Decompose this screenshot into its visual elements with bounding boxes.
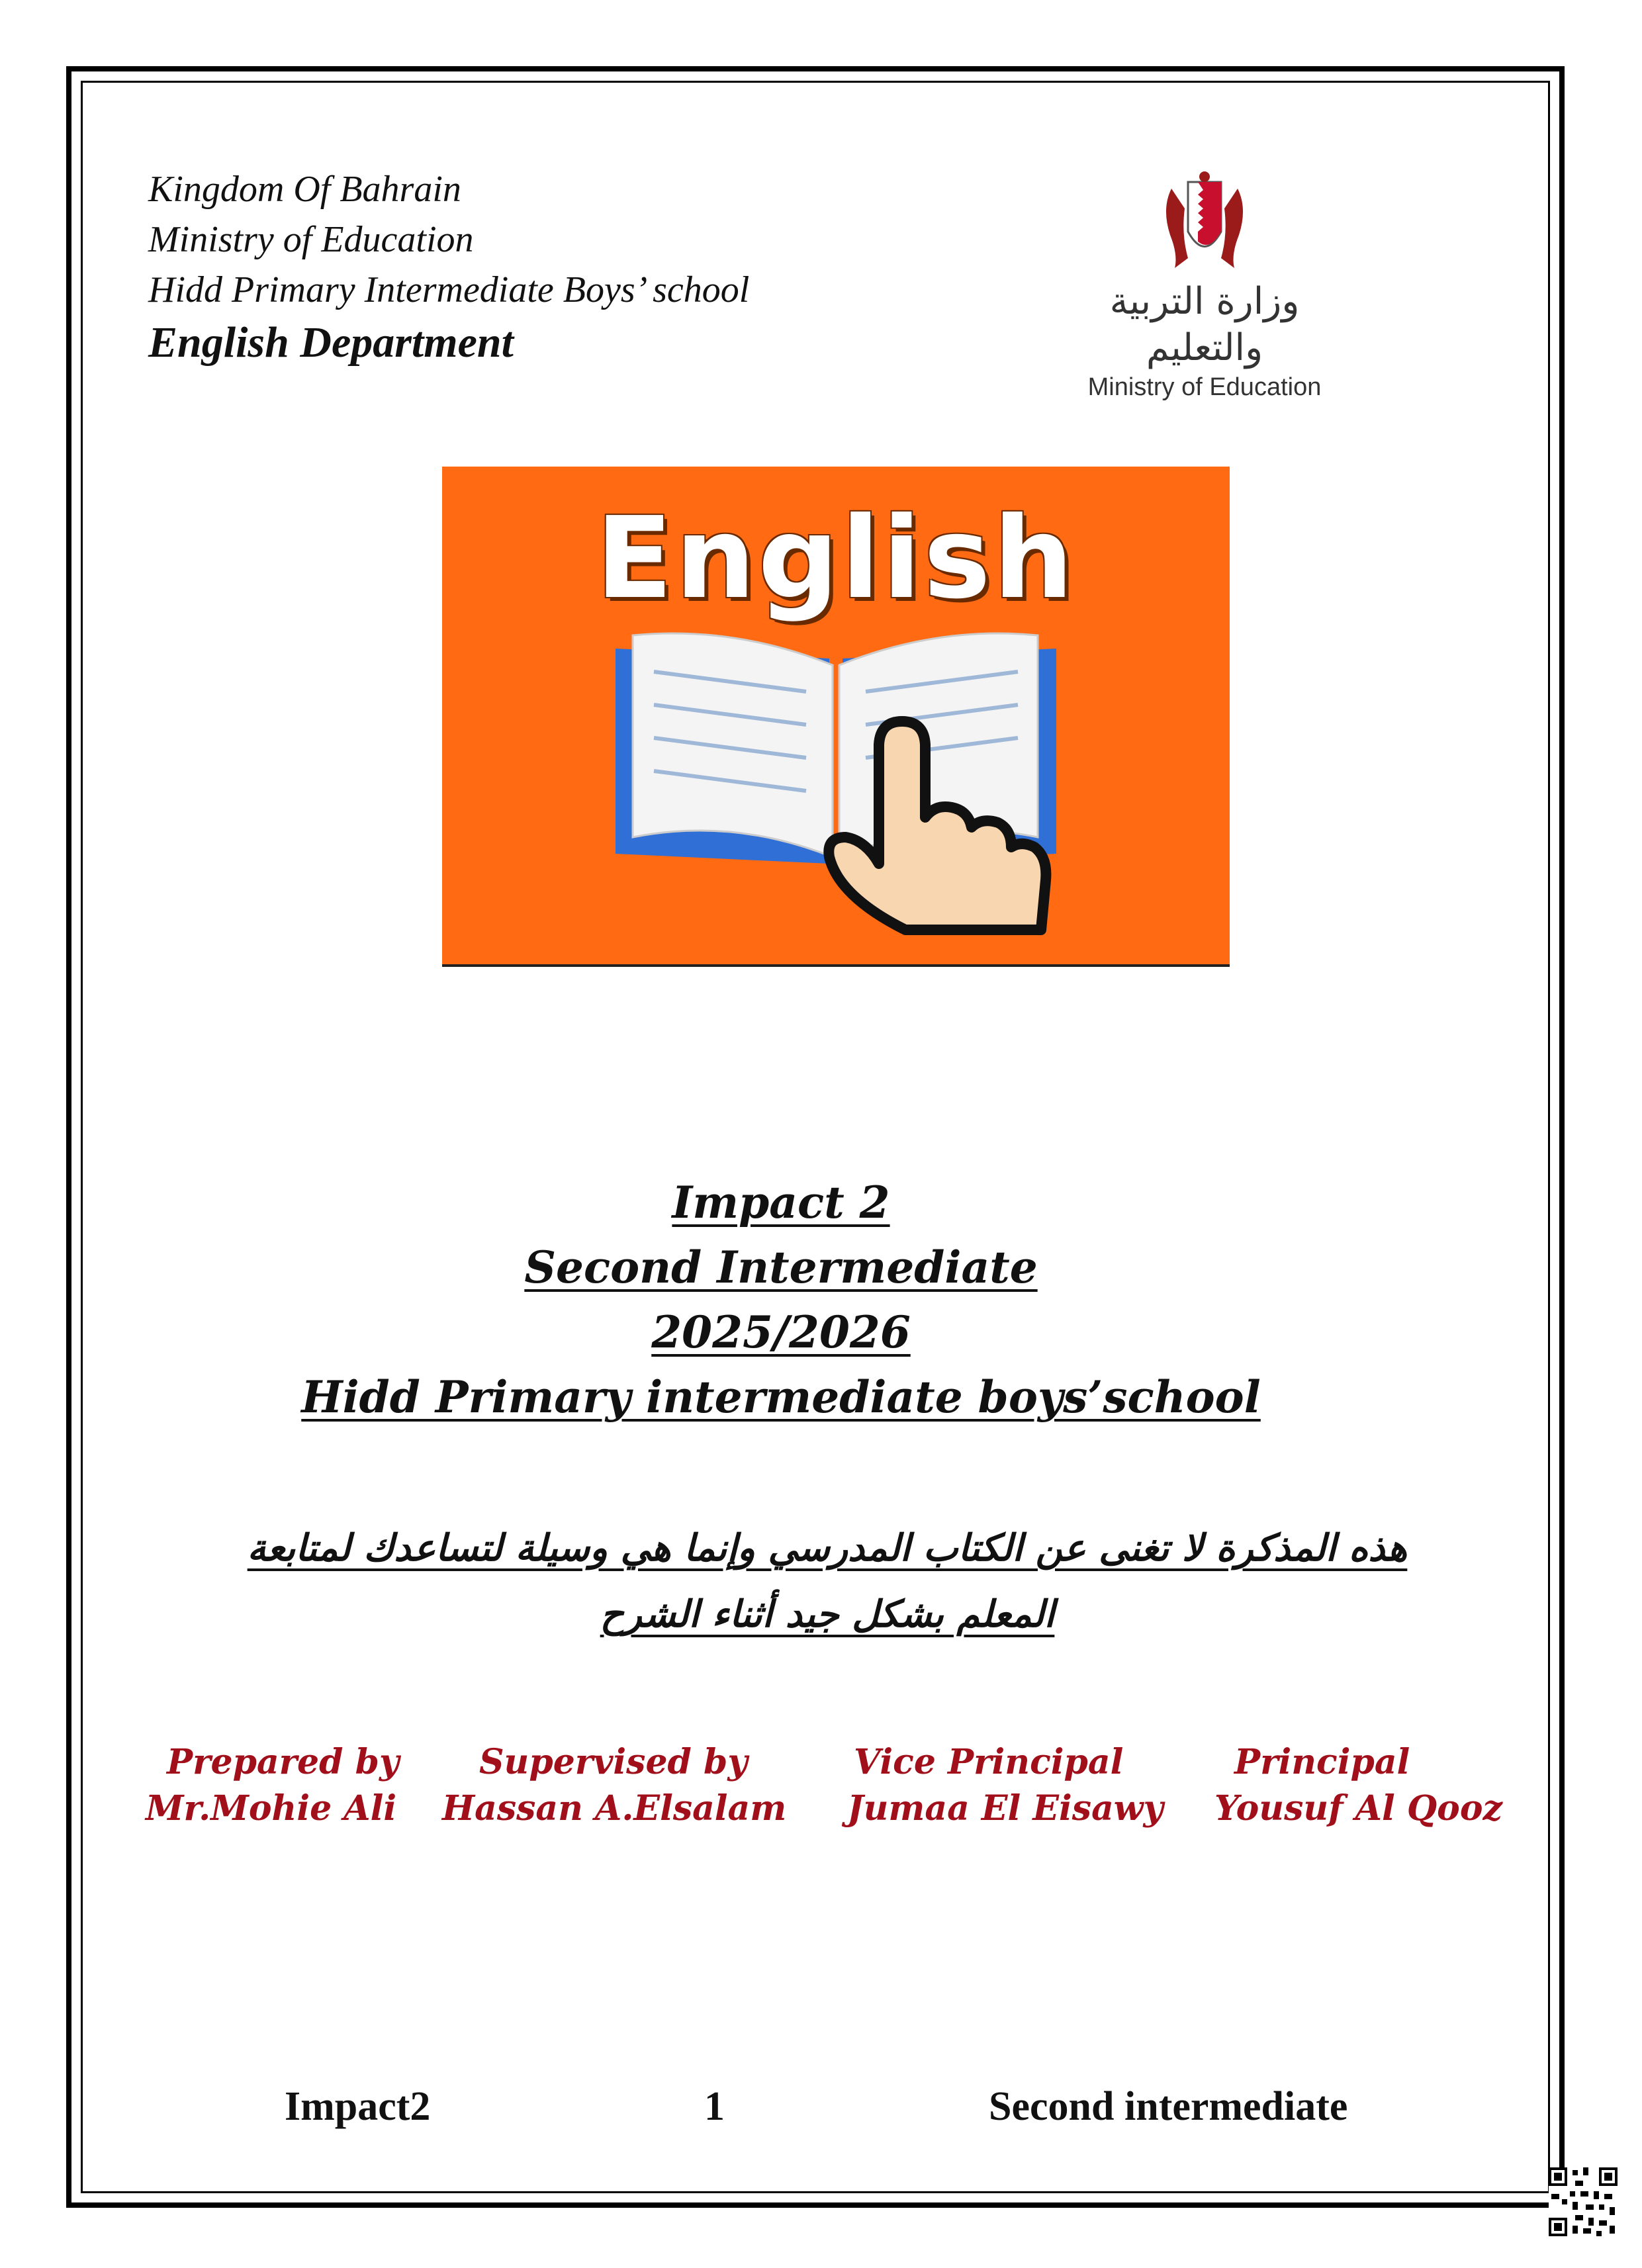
arabic-note-line-1: هذه المذكرة لا تغنى عن الكتاب المدرسي وإنما هي وسيلة لتساعدك لمتابعة (247, 1527, 1408, 1570)
ministry-logo (1072, 169, 1337, 401)
english-banner (442, 467, 1230, 964)
header-department: English Department (148, 318, 514, 367)
qr-code-icon (1549, 2167, 1618, 2236)
banner-underline (442, 964, 1230, 967)
header-ministry: Ministry of Education (148, 219, 474, 260)
arabic-note-line-2: المعلم بشكل جيد أثناء الشرح (600, 1593, 1055, 1636)
staff-vice-principal (847, 1739, 1163, 1832)
staff-supervised (442, 1739, 786, 1832)
book-title: Impact 2 (672, 1177, 890, 1228)
header-block (148, 164, 749, 371)
staff-name: Yousuf Al Qooz (1214, 1788, 1503, 1829)
school-title: Hidd Primary intermediate boys’school (301, 1371, 1261, 1423)
coat-of-arms-icon (1158, 169, 1251, 275)
year-title: 2025/2026 (651, 1306, 911, 1358)
staff-name: Jumaa El Eisawy (847, 1788, 1163, 1829)
header-country: Kingdom Of Bahrain (148, 169, 461, 210)
logo-arabic-text: وزارة التربية والتعليم (1109, 280, 1300, 369)
staff-name: Mr.Mohie Ali (146, 1788, 397, 1829)
arabic-note (159, 1516, 1496, 1648)
grade-title: Second Intermediate (524, 1242, 1038, 1293)
staff-role: Principal (1234, 1742, 1410, 1782)
open-book-icon (442, 467, 1230, 964)
staff-principal (1214, 1739, 1502, 1832)
staff-role: Prepared by (167, 1742, 400, 1782)
title-block (199, 1170, 1363, 1429)
header-school: Hidd Primary Intermediate Boys’ school (148, 269, 750, 310)
footer-page-number: 1 (704, 2084, 725, 2129)
staff-name: Hassan A.Elsalam (442, 1788, 787, 1829)
footer-grade: Second intermediate (989, 2084, 1348, 2129)
staff-role: Supervised by (479, 1742, 748, 1782)
logo-english-text: Ministry of Education (1087, 373, 1322, 401)
banner-word: English (596, 493, 1076, 624)
footer-book: Impact2 (285, 2084, 431, 2129)
staff-prepared (146, 1739, 399, 1832)
staff-role: Vice Principal (854, 1742, 1124, 1782)
